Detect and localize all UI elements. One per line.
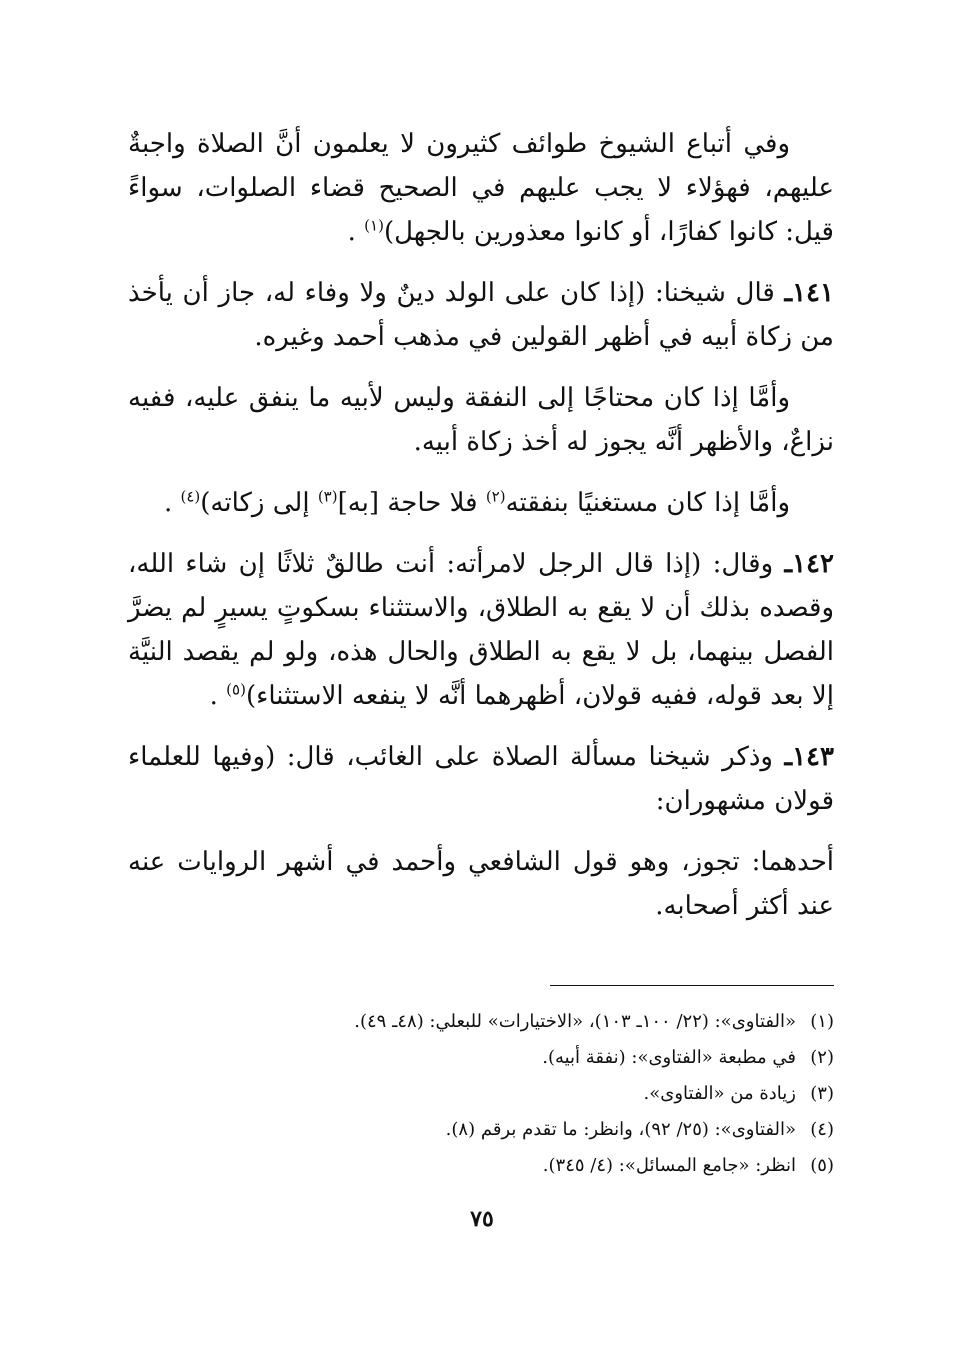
footnote-ref-5[interactable]: (٥) — [226, 680, 246, 699]
footnote-text: «الفتاوى»: (٢٢/ ١٠٠ـ ١٠٣)، «الاختيارات» للبعلي: (٤٨ـ ٤٩). — [354, 1011, 796, 1032]
paragraph-4 — [128, 481, 834, 525]
paragraph-text: وذكر شيخنا مسألة الصلاة على الغائب، قال: (وفيها للعلماء قولان مشهوران: — [128, 742, 834, 816]
paragraph-141 — [128, 271, 834, 359]
page-number: ٧٥ — [470, 1206, 494, 1232]
paragraph-3 — [128, 376, 834, 464]
footnote-text: في مطبعة «الفتاوى»: (نفقة أبيه). — [542, 1047, 796, 1068]
footnote-mark: (٣) — [810, 1083, 834, 1104]
entry-number: ١٤١ـ — [784, 278, 834, 308]
footnote-divider — [550, 985, 834, 986]
paragraph-text: وأمَّا إذا كان مستغنيًا بنفقته — [505, 488, 790, 518]
footnote-ref-3[interactable]: (٣) — [317, 487, 338, 506]
footnote-3 — [128, 1076, 834, 1112]
footnote-ref-2[interactable]: (٢) — [485, 487, 506, 506]
paragraph-text: فلا حاجة [به] — [337, 488, 486, 518]
paragraph-text: قال شيخنا: (إذا كان على الولد دينٌ ولا وفاء له، جاز أن يأخذ من زكاة أبيه في أظهر القولين في مذهب أحمد وغيره. — [128, 278, 834, 352]
footnote-mark: (٢) — [810, 1047, 834, 1068]
paragraph-text: وقال: (إذا قال الرجل لامرأته: أنت طالقٌ ثلاثًا إن شاء الله، وقصده بذلك أن لا يقع به الطلاق، والاستثناء بسكوتٍ يسيرٍ لم يضرَّ الفصل بينهما، بل لا يقع به الطلاق والحال هذه، ولو لم يقصد النيَّة إلا بعد قوله، ففيه قولان، أظهرهما أنَّه لا ينفعه الاستثناء) — [128, 549, 834, 711]
footnote-2 — [128, 1040, 834, 1076]
footnotes — [128, 1004, 834, 1184]
paragraph-text: إلى زكاته) — [200, 488, 318, 518]
footnote-5 — [128, 1148, 834, 1184]
paragraph-text: وأمَّا إذا كان محتاجًا إلى النفقة وليس لأبيه ما ينفق عليه، ففيه نزاعٌ، والأظهر أنَّه يجوز له أخذ زكاة أبيه. — [128, 383, 834, 457]
footnote-4 — [128, 1112, 834, 1148]
paragraph-end: . — [163, 488, 181, 518]
paragraph-end: . — [209, 681, 227, 711]
footnote-mark: (٤) — [810, 1119, 834, 1140]
entry-number: ١٤٢ـ — [784, 549, 834, 579]
footnote-mark: (٥) — [810, 1155, 834, 1176]
footnote-mark: (١) — [810, 1011, 834, 1032]
paragraph-143 — [128, 735, 834, 823]
footnote-ref-4[interactable]: (٤) — [180, 487, 201, 506]
paragraph-text: أحدهما: تجوز، وهو قول الشافعي وأحمد في أشهر الروايات عنه عند أكثر أصحابه. — [128, 847, 834, 921]
paragraph-end: . — [347, 217, 365, 247]
paragraph-142 — [128, 542, 834, 718]
paragraph-7 — [128, 840, 834, 928]
paragraph-1 — [128, 122, 834, 254]
footnote-ref-1[interactable]: (١) — [364, 216, 384, 235]
entry-number: ١٤٣ـ — [784, 742, 834, 772]
paragraph-text: وفي أتباع الشيوخ طوائف كثيرون لا يعلمون أنَّ الصلاة واجبةٌ عليهم، فهؤلاء لا يجب عليهم في الصحيح قضاء الصلوات، سواءً قيل: كانوا كفارًا، أو كانوا معذورين بالجهل) — [128, 129, 834, 247]
main-text — [128, 122, 834, 945]
footnote-text: انظر: «جامع المسائل»: (٤/ ٣٤٥). — [542, 1155, 796, 1176]
footnote-text: «الفتاوى»: (٢٥/ ٩٢)، وانظر: ما تقدم برقم (٨). — [445, 1119, 796, 1140]
footnote-text: زيادة من «الفتاوى». — [643, 1083, 796, 1104]
footnote-1 — [128, 1004, 834, 1040]
